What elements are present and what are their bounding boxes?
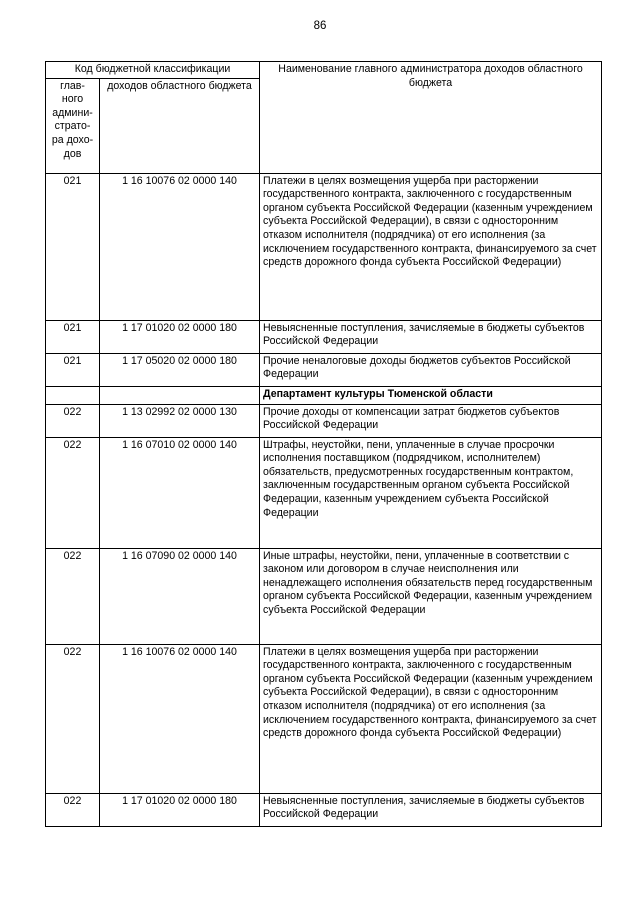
header-budget-classification-code: Код бюджетной классификации <box>46 62 260 79</box>
table-row <box>46 644 602 793</box>
income-code: 1 17 05020 02 0000 180 <box>100 353 260 386</box>
table-row <box>46 437 602 548</box>
income-description: Невыясненные поступления, зачисляемые в бюджеты субъектов Российской Федерации <box>260 793 602 826</box>
admin-code: 021 <box>46 353 100 386</box>
income-description: Платежи в целях возмещения ущерба при расторжении государственного контракта, заключенного с государственным органом субъекта Российской Федерации (казенным учреждением субъекта Российской Федерации), в связи с односторонним отказом исполнителя (подрядчика) от его исполнения (за исключением государственного контракта, финансируемого за счет средств дорожного фонда субъекта Российской Федерации) <box>260 173 602 320</box>
table-row <box>46 320 602 353</box>
income-description: Иные штрафы, неустойки, пени, уплаченные в соответствии с законом или договором в случае неисполнения или ненадлежащего исполнения обязательств перед государственным органом субъекта Российской Федерации, казенным учреждением субъекта Российской Федерации <box>260 548 602 644</box>
admin-code: 021 <box>46 320 100 353</box>
header-administrator-name: Наименование главного администратора доходов областного бюджета <box>260 62 602 174</box>
admin-code: 022 <box>46 548 100 644</box>
income-code: 1 17 01020 02 0000 180 <box>100 320 260 353</box>
admin-code: 022 <box>46 793 100 826</box>
page-number: 86 <box>313 20 327 32</box>
income-code: 1 16 10076 02 0000 140 <box>100 644 260 793</box>
section-row <box>46 386 602 404</box>
income-code: 1 16 07090 02 0000 140 <box>100 548 260 644</box>
admin-code: 021 <box>46 173 100 320</box>
income-description: Штрафы, неустойки, пени, уплаченные в случае просрочки исполнения поставщиком (подрядчиком, исполнителем) обязательств, предусмотренных государственным контрактом, заключенным государственным органом субъекта Российской Федерации, казенным учреждением субъекта Российской Федерации <box>260 437 602 548</box>
admin-code: 022 <box>46 644 100 793</box>
income-description: Прочие неналоговые доходы бюджетов субъектов Российской Федерации <box>260 353 602 386</box>
admin-code: 022 <box>46 437 100 548</box>
income-description: Прочие доходы от компенсации затрат бюджетов субъектов Российской Федерации <box>260 404 602 437</box>
table-row <box>46 173 602 320</box>
budget-classification-table <box>45 61 602 827</box>
table-row <box>46 353 602 386</box>
table-row <box>46 548 602 644</box>
header-regional-budget-income: доходов областного бюджета <box>100 78 260 173</box>
income-code: 1 16 10076 02 0000 140 <box>100 173 260 320</box>
table-row <box>46 404 602 437</box>
admin-code <box>46 386 100 404</box>
section-title: Департамент культуры Тюменской области <box>260 386 602 404</box>
table-row <box>46 793 602 826</box>
header-main-administrator: глав- ного админи- страто- ра дохо- дов <box>46 78 100 173</box>
income-description: Невыясненные поступления, зачисляемые в бюджеты субъектов Российской Федерации <box>260 320 602 353</box>
income-code: 1 17 01020 02 0000 180 <box>100 793 260 826</box>
income-code <box>100 386 260 404</box>
income-code: 1 13 02992 02 0000 130 <box>100 404 260 437</box>
income-code: 1 16 07010 02 0000 140 <box>100 437 260 548</box>
admin-code: 022 <box>46 404 100 437</box>
income-description: Платежи в целях возмещения ущерба при расторжении государственного контракта, заключенного с государственным органом субъекта Российской Федерации (казенным учреждением субъекта Российской Федерации), в связи с односторонним отказом исполнителя (подрядчика) от его исполнения (за исключением государственного контракта, финансируемого за счет средств дорожного фонда субъекта Российской Федерации) <box>260 644 602 793</box>
